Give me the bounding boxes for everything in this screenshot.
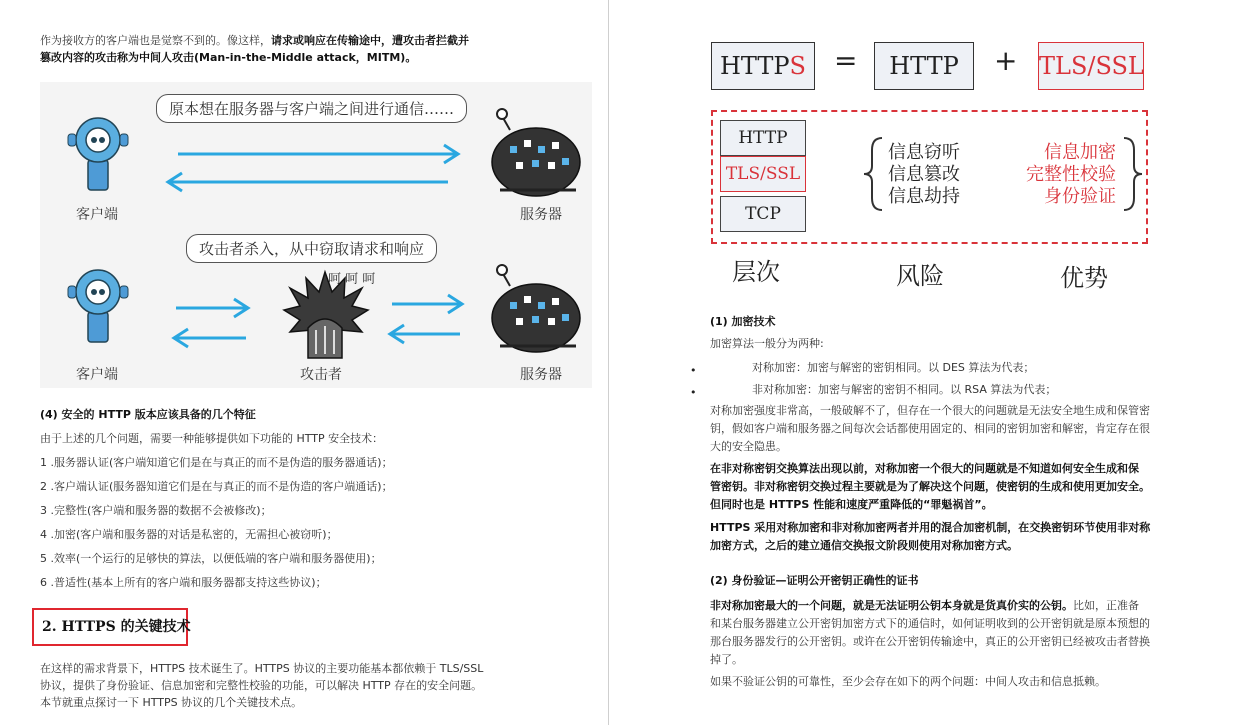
feature-item: 6 .普适性(基本上所有的客户端和服务器都支持这些协议)； xyxy=(40,576,327,589)
speech-bubble: 原本想在服务器与客户端之间进行通信…… xyxy=(156,94,467,123)
section-1-intro: 加密算法一般分为两种: xyxy=(710,337,824,350)
feature-item: 3 .完整性(客户端和服务器的数据不会被修改)； xyxy=(40,504,272,517)
para-line: 但同时也是 HTTPS 性能和速度严重降低的“罪魁祸首”。 xyxy=(710,498,993,511)
bullet-icon: • xyxy=(690,386,697,399)
client-label-2: 客户端 xyxy=(76,367,118,383)
para-line: 掉了。 xyxy=(710,653,743,666)
feature-item: 1 .服务器认证(客户端知道它们是在与真正的而不是伪造的服务器通话)； xyxy=(40,456,393,469)
risk-item: 信息劫持 xyxy=(888,186,960,207)
attacker-icon xyxy=(284,272,368,358)
advantage-item: 完整性校验 xyxy=(1026,164,1116,185)
http-box: HTTP xyxy=(874,42,974,90)
para-line: 和某台服务器建立公开密钥加密方式下的通信时，如何证明收到的公开密钥就是原本预想的 xyxy=(710,617,1150,630)
bullet-icon: • xyxy=(690,364,697,377)
para-line: 比如，正准备 xyxy=(1073,599,1139,612)
layers-label: 层次 xyxy=(732,258,780,286)
section-1-title: (1) 加密技术 xyxy=(710,315,776,328)
key-exchange-paragraph xyxy=(710,460,1190,514)
intro-bold-text: 请求或响应在传输途中，遭攻击者拦截并 xyxy=(271,34,469,47)
para-line: 对称加密强度非常高，一般破解不了，但存在一个很大的问题就是无法安全地生成和保管密 xyxy=(710,404,1150,417)
attacker-to-server-arrows-icon xyxy=(390,295,462,343)
right-brace-icon xyxy=(1120,136,1144,212)
bullet-item: 非对称加密：加密与解密的密钥不相同。以 RSA 算法为代表； xyxy=(752,383,1057,396)
plus-sign: + xyxy=(994,44,1018,77)
laugh-text: 呵 呵 呵 xyxy=(328,272,376,287)
risk-label: 风险 xyxy=(896,262,944,290)
section-4-intro: 由于上述的几个问题，需要一种能够提供如下功能的 HTTP 安全技术： xyxy=(40,432,384,445)
diagram-1-art xyxy=(40,82,592,232)
server-bug-icon xyxy=(492,265,580,352)
attacker-label: 攻击者 xyxy=(300,367,342,383)
para-line: 在这样的需求背景下，HTTPS 技术诞生了。HTTPS 协议的主要功能基本都依赖于 TLS/SSL xyxy=(40,662,484,675)
layer-http: HTTP xyxy=(720,120,806,156)
advantage-item: 信息加密 xyxy=(1044,142,1116,163)
bullet-item: 对称加密：加密与解密的密钥相同。以 DES 算法为代表； xyxy=(752,361,1035,374)
section-heading-2: 2. HTTPS 的关键技术 xyxy=(42,619,191,635)
para-line: 协议，提供了身份验证、信息加密和完整性校验的功能，可以解决 HTTP 存在的安全问题。 xyxy=(40,679,483,692)
attack-speech-bubble: 攻击者杀入，从中窃取请求和响应 xyxy=(186,234,437,263)
https-prefix: HTTP xyxy=(720,52,790,80)
client-robot-icon xyxy=(68,270,128,342)
client-label: 客户端 xyxy=(76,207,118,223)
equals-sign: = xyxy=(834,44,858,77)
para-line: 那台服务器发行的公开密钥。或许在公开密钥传输途中，真正的公开密钥已经被攻击者替换 xyxy=(710,635,1150,648)
para-bold: 非对称加密最大的一个问题，就是无法证明公钥本身就是货真价实的公钥。 xyxy=(710,599,1073,612)
server-bug-icon xyxy=(492,109,580,196)
server-label-2: 服务器 xyxy=(520,367,562,383)
certificate-paragraph xyxy=(710,597,1190,669)
response-arrow-icon xyxy=(168,173,448,191)
para-line: 本节就重点探讨一下 HTTPS 协议的几个关键技术点。 xyxy=(40,696,303,709)
left-brace-icon xyxy=(862,136,886,212)
symmetric-paragraph xyxy=(710,402,1190,456)
risk-item: 信息窃听 xyxy=(888,142,960,163)
request-arrow-icon xyxy=(178,145,458,163)
tls-box: TLS/SSL xyxy=(1038,42,1144,90)
feature-item: 2 .客户端认证(服务器知道它们是在与真正的而不是伪造的客户端通话)； xyxy=(40,480,393,493)
risk-item: 信息篡改 xyxy=(888,164,960,185)
risk-list xyxy=(888,142,960,208)
layer-tls: TLS/SSL xyxy=(720,156,806,192)
layer-tcp: TCP xyxy=(720,196,806,232)
https-intro-paragraph xyxy=(40,660,600,711)
client-robot-icon xyxy=(68,118,128,190)
para-line: 管密钥。非对称密钥交换过程主要就是为了解决这个问题，使密钥的生成和使用更加安全。 xyxy=(710,480,1150,493)
para-line: HTTPS 采用对称加密和非对称加密两者并用的混合加密机制，在交换密钥环节使用非对称 xyxy=(710,521,1151,534)
feature-item: 4 .加密(客户端和服务器的对话是私密的，无需担心被窃听)； xyxy=(40,528,338,541)
advantage-item: 身份验证 xyxy=(1044,186,1116,207)
para-line: 加密方式，之后的建立通信交换报文阶段则使用对称加密方式。 xyxy=(710,539,1018,552)
server-label: 服务器 xyxy=(520,207,562,223)
client-to-attacker-arrows-icon xyxy=(174,299,248,347)
para-line: 钥，假如客户端和服务器之间每次会话都使用固定的、相同的密钥加密和解密，肯定存在很 xyxy=(710,422,1150,435)
advantage-label: 优势 xyxy=(1060,264,1108,292)
section-2-title: (2) 身份验证—证明公开密钥正确性的证书 xyxy=(710,574,919,587)
feature-item: 5 .效率(一个运行的足够快的算法，以便低端的客户端和服务器使用)； xyxy=(40,552,382,565)
intro-bold-text-2: 篡改内容的攻击称为中间人攻击(Man-in-the-Middle attack，MITM)。 xyxy=(40,51,417,64)
intro-text: 作为接收方的客户端也是觉察不到的。像这样， xyxy=(40,34,271,47)
hybrid-paragraph xyxy=(710,519,1190,555)
intro-paragraph xyxy=(40,32,600,66)
https-box xyxy=(711,42,815,90)
verification-paragraph: 如果不验证公钥的可靠性，至少会存在如下的两个问题：中间人攻击和信息抵赖。 xyxy=(710,675,1106,688)
section-4-title: (4) 安全的 HTTP 版本应该具备的几个特征 xyxy=(40,408,256,421)
para-line: 在非对称密钥交换算法出现以前，对称加密一个很大的问题就是不知道如何安全生成和保 xyxy=(710,462,1139,475)
advantage-list xyxy=(1008,142,1116,208)
para-line: 大的安全隐患。 xyxy=(710,440,787,453)
https-s-letter: S xyxy=(789,52,806,80)
